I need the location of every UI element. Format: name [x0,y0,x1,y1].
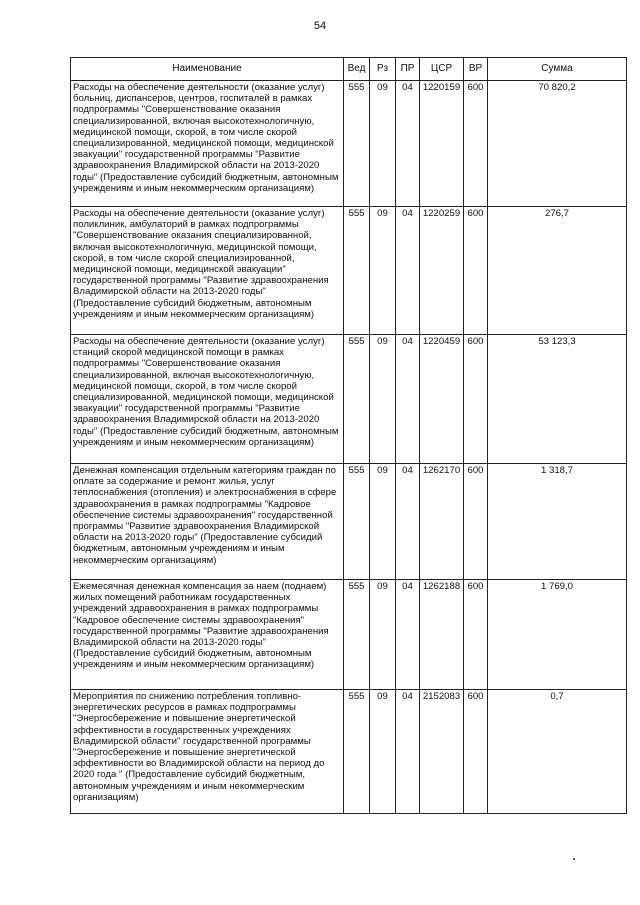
row-pr: 04 [396,580,420,690]
header-rz: Рз [370,58,396,81]
table-row [71,207,627,335]
row-ved: 555 [344,690,370,814]
row-ved: 555 [344,464,370,580]
row-name: Расходы на обеспечение деятельности (оказание услуг) поликлиник, амбулаторий в рамках подпрограммы "Совершенствование оказания специализированной, включая высокотехнологичную, медицинской помощи, скорой, в том числе скорой специализированной, медицинской помощи, медицинской эвакуации" государственной программы "Развитие здравоохранения Владимирской области на 2013-2020 годы" (Предоставление субсидий бюджетным, автономным учреждениям и иным некоммерческим организациям) [71,207,344,335]
row-sum: 1 769,0 [488,580,627,690]
row-pr: 04 [396,207,420,335]
page-number: 54 [313,20,327,32]
row-vr: 600 [464,580,488,690]
row-rz: 09 [370,690,396,814]
row-sum: 276,7 [488,207,627,335]
row-vr: 600 [464,464,488,580]
row-pr: 04 [396,464,420,580]
row-sum: 1 318,7 [488,464,627,580]
row-vr: 600 [464,207,488,335]
row-csr: 1220259 [420,207,464,335]
table-row [71,464,627,580]
row-sum: 0,7 [488,690,627,814]
table-row [71,335,627,464]
row-rz: 09 [370,580,396,690]
header-vr: ВР [464,58,488,81]
row-rz: 09 [370,207,396,335]
row-vr: 600 [464,690,488,814]
row-rz: 09 [370,81,396,207]
row-vr: 600 [464,335,488,464]
row-sum: 70 820,2 [488,81,627,207]
header-pr: ПР [396,58,420,81]
row-vr: 600 [464,81,488,207]
table-row [71,580,627,690]
scan-speck [573,858,575,860]
row-name: Мероприятия по снижению потребления топливно-энергетических ресурсов в рамках подпрограммы "Энергосбережение и повышение энергетической эффективности в государственных учреждениях Владимирской области" государственной программы "Энергосбережение и повышение энергетической эффективности во Владимирской области на период до 2020 года " (Предоставление субсидий бюджетным, автономным учреждениям и иным некоммерческим организациям) [71,690,344,814]
row-ved: 555 [344,81,370,207]
row-name: Расходы на обеспечение деятельности (оказание услуг) станций скорой медицинской помощи в рамках подпрограммы "Совершенствование оказания специализированной, включая высокотехнологичную, медицинской помощи, скорой, в том числе скорой специализированной, медицинской помощи, медицинской эвакуации" государственной программы "Развитие здравоохранения Владимирской области на 2013-2020 годы" (Предоставление субсидий бюджетным, автономным учреждениям и иным некоммерческим организациям) [71,335,344,464]
row-pr: 04 [396,81,420,207]
row-csr: 1220459 [420,335,464,464]
row-csr: 1262170 [420,464,464,580]
row-name: Ежемесячная денежная компенсация за наем (поднаем) жилых помещений работникам государственных учреждений здравоохранения в рамках подпрограммы "Кадровое обеспечение системы здравоохранения" государственной программы "Развитие здравоохранения Владимирской области на 2013-2020 годы" (Предоставление субсидий бюджетным, автономным учреждениям и иным некоммерческим организациям) [71,580,344,690]
header-csr: ЦСР [420,58,464,81]
row-rz: 09 [370,335,396,464]
row-sum: 53 123,3 [488,335,627,464]
row-name: Расходы на обеспечение деятельности (оказание услуг) больниц, диспансеров, центров, госпиталей в рамках подпрограммы "Совершенствование оказания специализированной, включая высокотехнологичную, медицинской помощи, скорой, в том числе скорой специализированной, медицинской помощи, медицинской эвакуации" государственной программы "Развитие здравоохранения Владимирской области на 2013-2020 годы" (Предоставление субсидий бюджетным, автономным учреждениям и иным некоммерческим организациям) [71,81,344,207]
row-pr: 04 [396,335,420,464]
row-ved: 555 [344,580,370,690]
row-csr: 1262188 [420,580,464,690]
header-name: Наименование [71,58,344,81]
row-rz: 09 [370,464,396,580]
table-header-row [71,58,627,81]
row-name: Денежная компенсация отдельным категориям граждан по оплате за содержание и ремонт жилья, услуг теплоснабжения (отопления) и электроснабжения в сфере здравоохранения в рамках подпрограммы "Кадровое обеспечение системы здравоохранения" государственной программы "Развитие здравоохранения Владимирской области на 2013-2020 годы" (Предоставление субсидий бюджетным, автономным учреждениям и иным некоммерческим организациям) [71,464,344,580]
row-ved: 555 [344,335,370,464]
table-row [71,690,627,814]
row-ved: 555 [344,207,370,335]
row-csr: 2152083 [420,690,464,814]
header-sum: Сумма [488,58,627,81]
row-csr: 1220159 [420,81,464,207]
budget-table [70,57,627,814]
row-pr: 04 [396,690,420,814]
header-ved: Вед [344,58,370,81]
table-row [71,81,627,207]
